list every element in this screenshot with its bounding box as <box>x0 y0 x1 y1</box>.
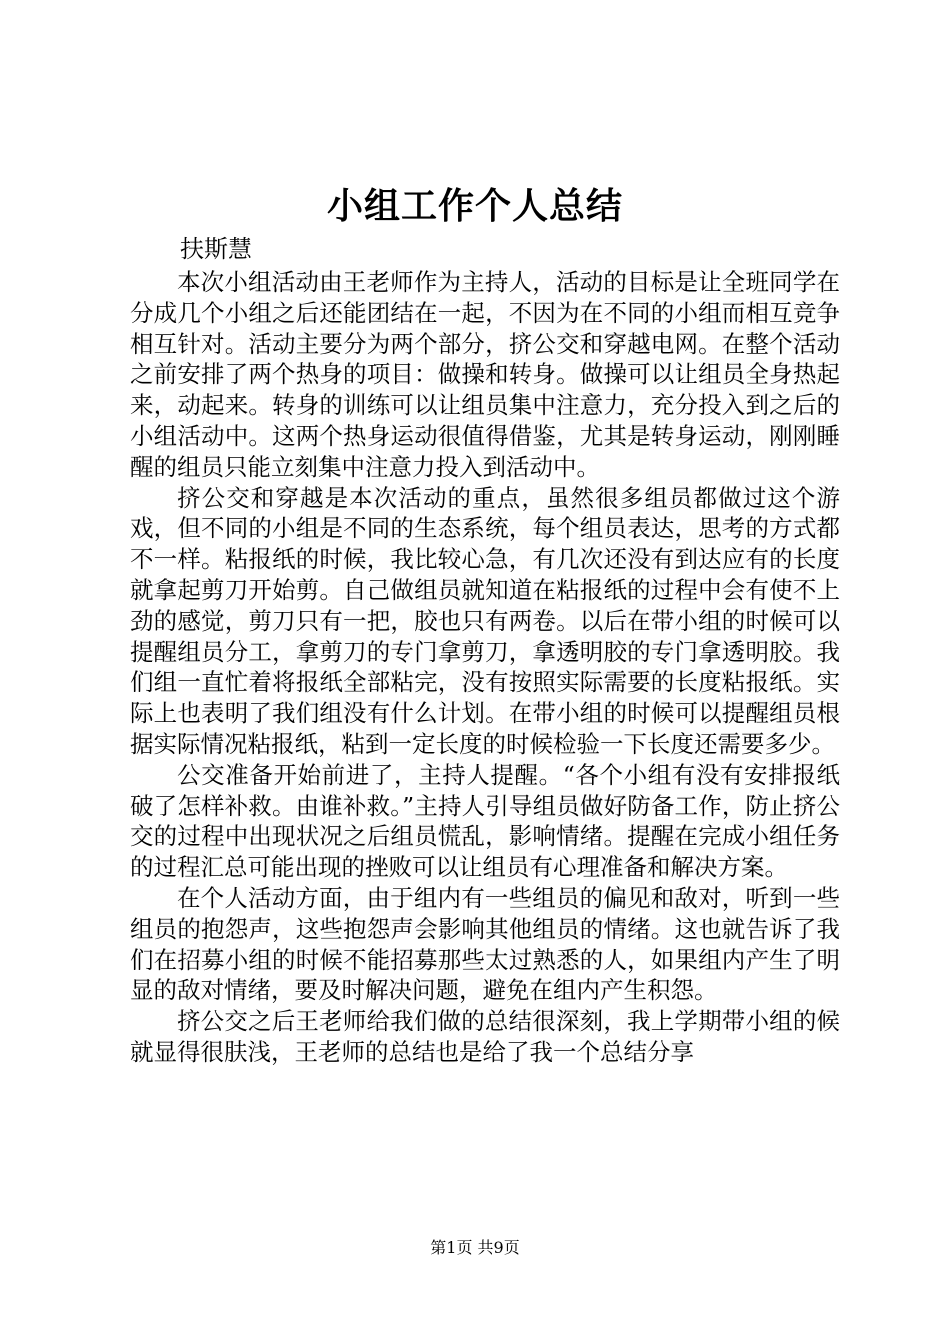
paragraph: 本次小组活动由王老师作为主持人，活动的目标是让全班同学在分成几个小组之后还能团结在一起，不因为在不同的小组而相互竞争相互针对。活动主要分为两个部分，挤公交和穿越电网。在整个活动之前安排了两个热身的项目：做操和转身。做操可以让组员全身热起来，动起来。转身的训练可以让组员集中注意力，充分投入到之后的小组活动中。这两个热身运动很值得借鉴，尤其是转身运动，刚刚睡醒的组员只能立刻集中注意力投入到活动中。 <box>130 268 840 481</box>
paragraph: 公交准备开始前进了，主持人提醒。“各个小组有没有安排报纸破了怎样补救。由谁补救。”主持人引导组员做好防备工作，防止挤公交的过程中出现状况之后组员慌乱，影响情绪。提醒在完成小组任务的过程汇总可能出现的挫败可以让组员有心理准备和解决方案。 <box>130 760 840 882</box>
paragraph: 挤公交之后王老师给我们做的总结很深刻，我上学期带小组的候就显得很肤浅，王老师的总结也是给了我一个总结分享 <box>130 1007 840 1066</box>
page-number-footer: 第1页 共9页 <box>430 1238 520 1257</box>
paragraph: 挤公交和穿越是本次活动的重点，虽然很多组员都做过这个游戏，但不同的小组是不同的生态系统，每个组员表达，思考的方式都不一样。粘报纸的时候，我比较心急，有几次还没有到达应有的长度就拿起剪刀开始剪。自己做组员就知道在粘报纸的过程中会有使不上劲的感觉，剪刀只有一把，胶也只有两卷。以后在带小组的时候可以提醒组员分工，拿剪刀的专门拿剪刀，拿透明胶的专门拿透明胶。我们组一直忙着将报纸全部粘完，没有按照实际需要的长度粘报纸。实际上也表明了我们组没有什么计划。在带小组的时候可以提醒组员根据实际情况粘报纸，粘到一定长度的时候检验一下长度还需要多少。 <box>130 483 840 758</box>
document-body <box>130 267 840 1068</box>
document-title: 小组工作个人总结 <box>326 185 623 227</box>
author-name: 扶斯慧 <box>180 235 252 263</box>
paragraph: 在个人活动方面，由于组内有一些组员的偏见和敌对，听到一些组员的抱怨声，这些抱怨声会影响其他组员的情绪。这也就告诉了我们在招募小组的时候不能招募那些太过熟悉的人，如果组内产生了明显的敌对情绪，要及时解决问题，避免在组内产生积怨。 <box>130 883 840 1005</box>
